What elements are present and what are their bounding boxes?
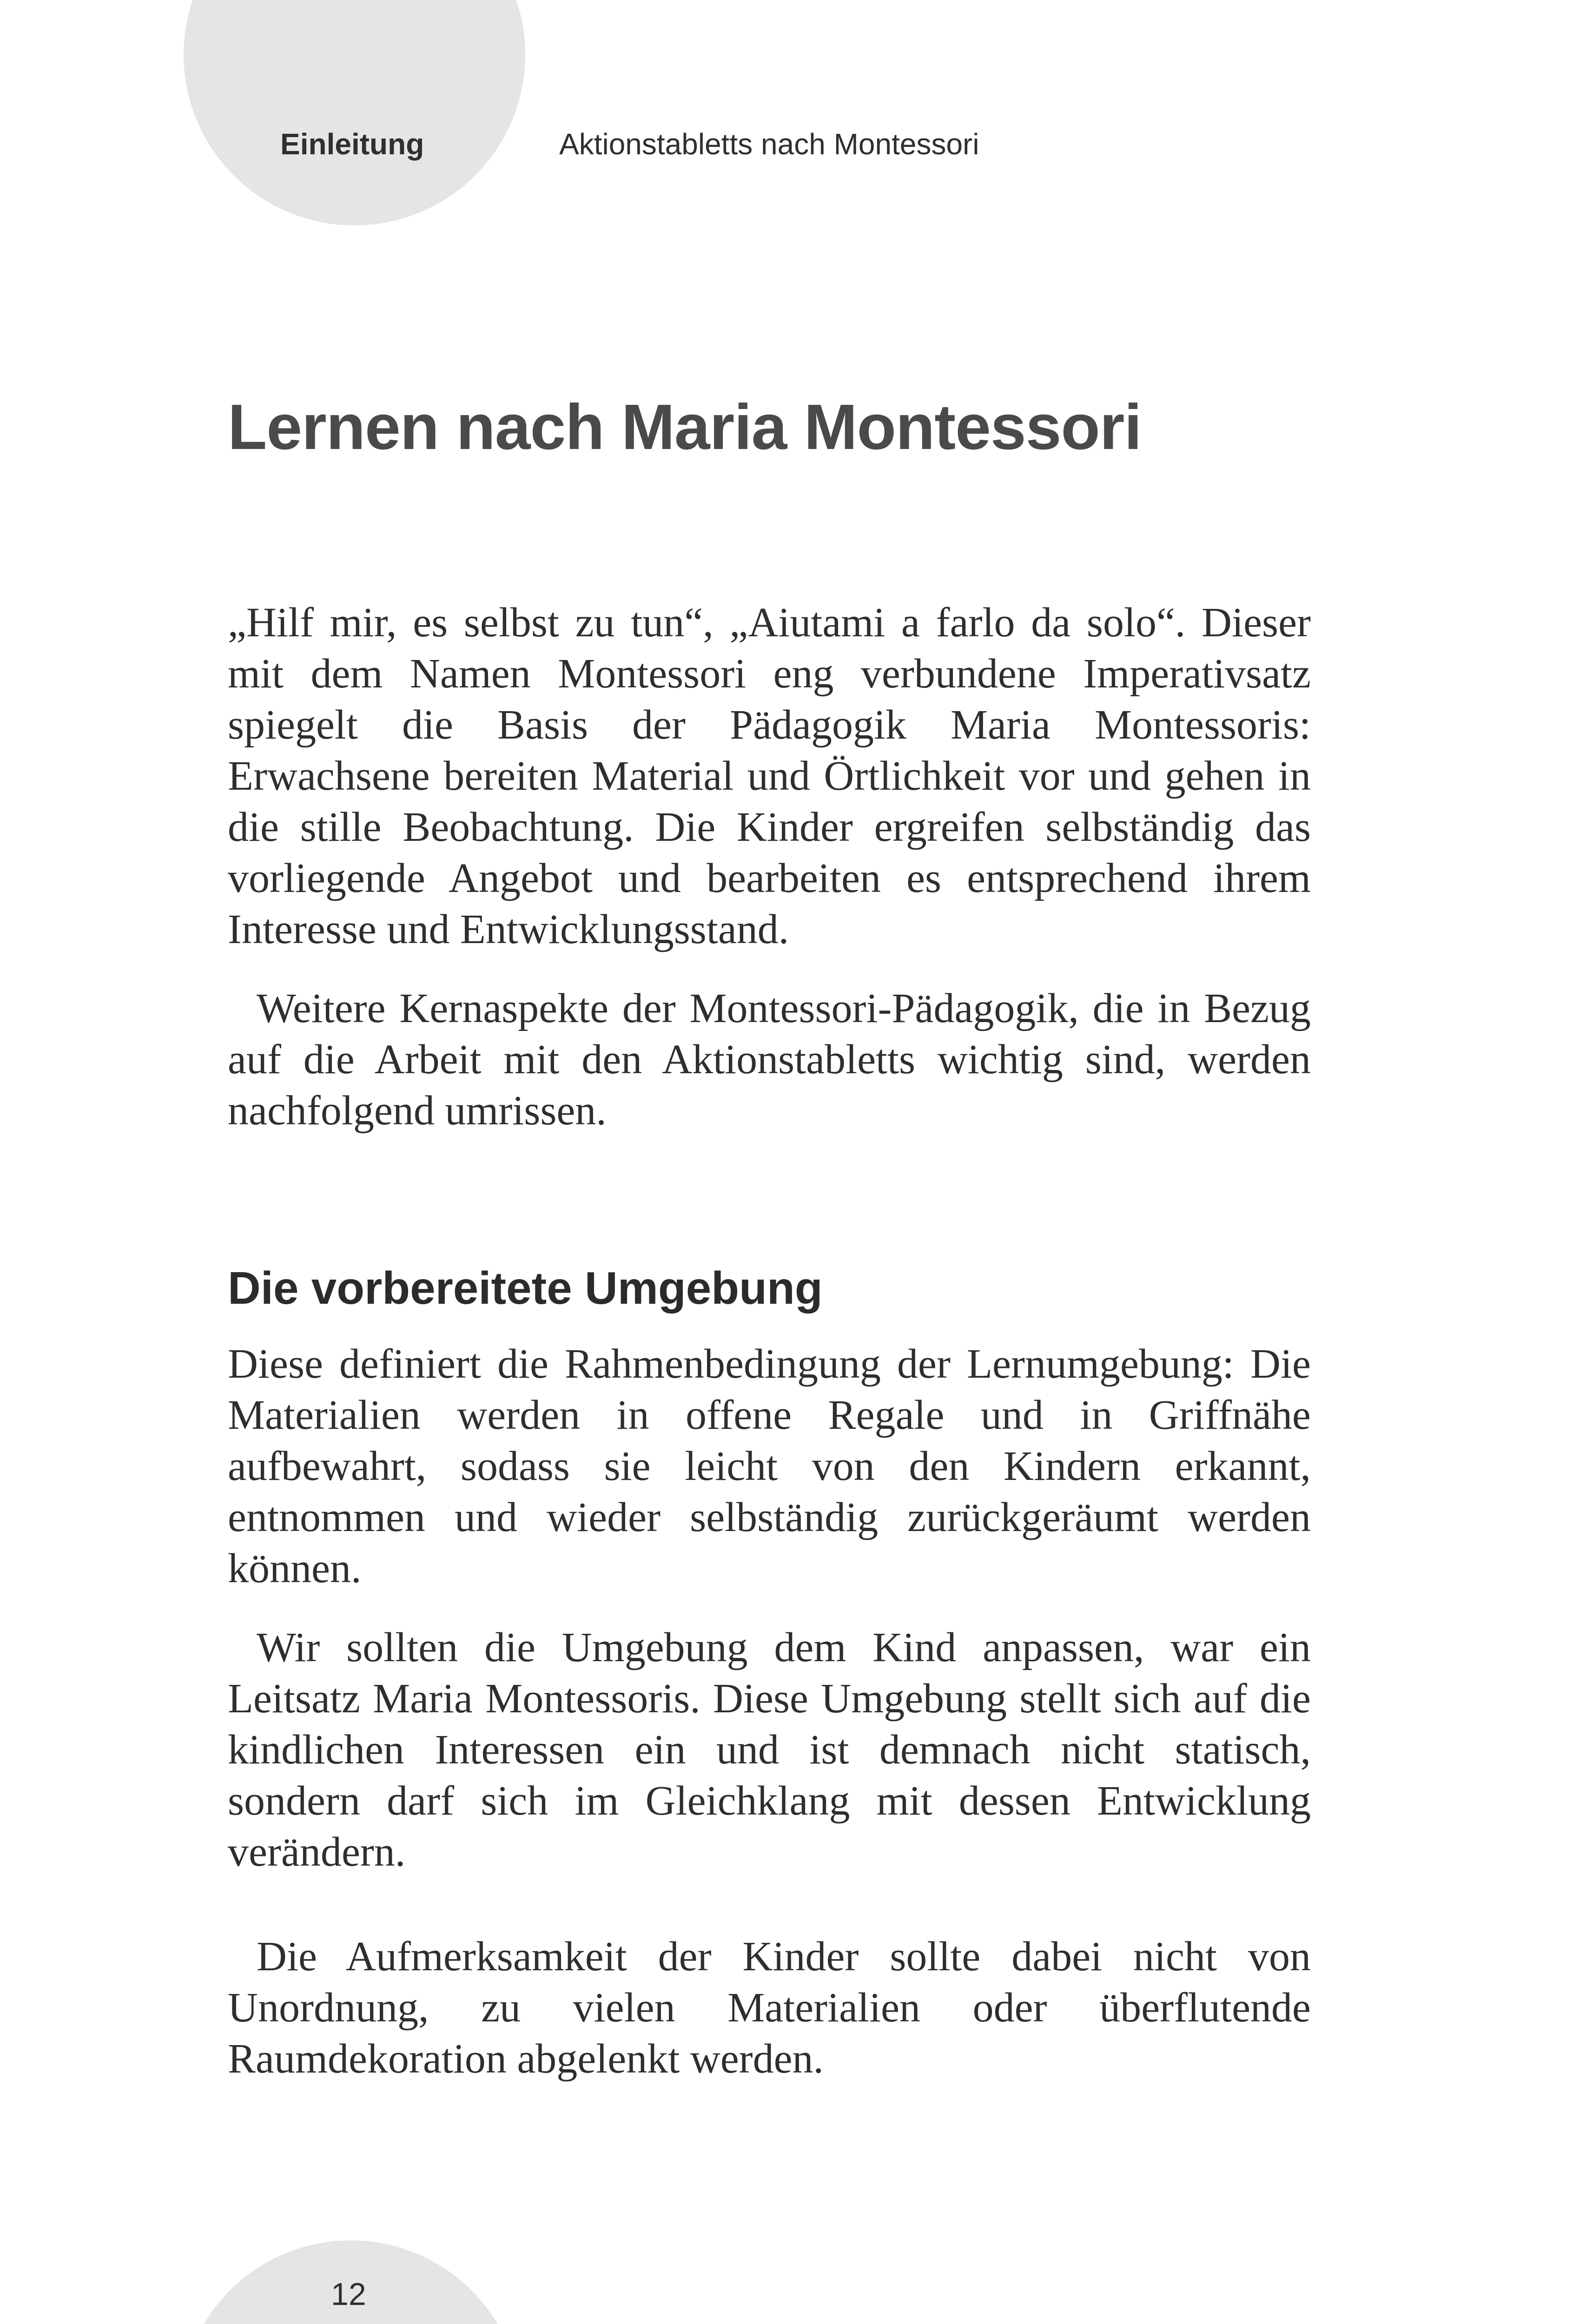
intro-paragraph-2: Weitere Kernaspekte der Montessori-Pädagogik, die in Bezug auf die Arbeit mit den Aktionstabletts wichtig sind, werden nachfolgend umrissen. [228, 985, 1311, 1134]
section-paragraph-3: Die Aufmerksamkeit der Kinder sollte dabei nicht von Unordnung, zu vielen Materialien oder überflutende Raumdekoration abgelenkt werden. [228, 1934, 1311, 2082]
intro-paragraph-1: „Hilf mir, es selbst zu tun“, „Aiutami a farlo da solo“. Dieser mit dem Namen Montessori eng verbundene Imperativsatz spiegelt die Basis der Pädagogik Maria Montessoris: Erwachsene bereiten Material und Örtlichkeit vor und gehen in die stille Beobachtung. Die Kinder ergreifen selbständig das vorliegende Angebot und bearbeiten es entsprechend ihrem Interesse und Entwicklungsstand. [228, 600, 1311, 952]
running-header-section: Einleitung [280, 127, 424, 161]
section-paragraph-2: Wir sollten die Umgebung dem Kind anpassen, war ein Leitsatz Maria Montessoris. Diese Umgebung stellt sich auf die kindlichen Interessen ein und ist demnach nicht statisch, sondern darf sich im Gleichklang mit dessen Entwicklung verändern. [228, 1624, 1311, 1875]
page-number: 12 [331, 2277, 366, 2312]
running-header-book-title: Aktionstabletts nach Montessori [559, 127, 979, 161]
chapter-title: Lernen nach Maria Montessori [228, 391, 1142, 463]
header-circle-decoration [184, 0, 525, 225]
section-paragraph-1: Diese definiert die Rahmenbedingung der Lernumgebung: Die Materialien werden in offene Regale und in Griffnähe aufbewahrt, sodass sie leicht von den Kindern erkannt, entnommen und wieder selbständig zurückgeräumt werden können. [228, 1341, 1311, 1591]
section-heading: Die vorbereitete Umgebung [228, 1262, 823, 1314]
